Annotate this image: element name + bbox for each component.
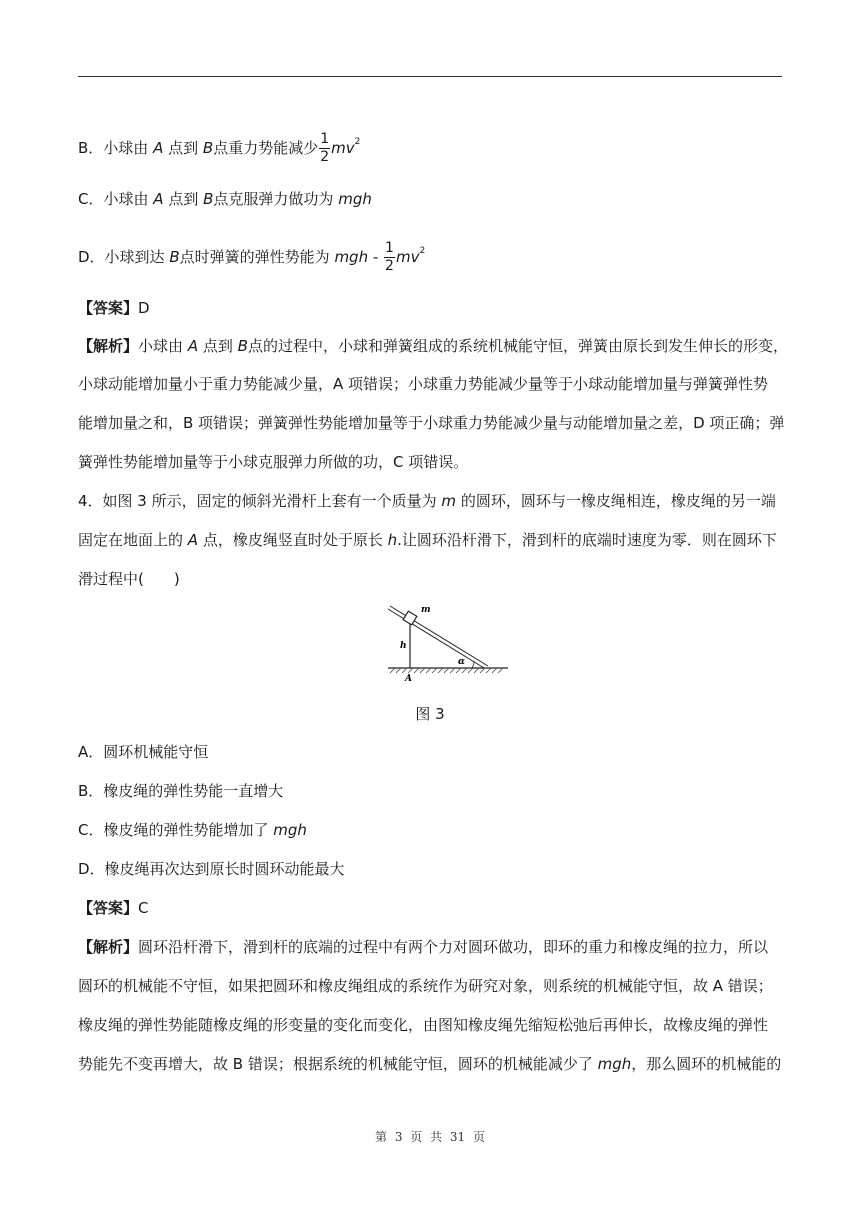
fraction-denominator: 2 bbox=[320, 149, 330, 165]
var-A: A bbox=[187, 337, 199, 355]
text: .让圆环沿杆滑下，滑到杆的底端时速度为零．则在圆环下 bbox=[397, 531, 777, 549]
expr-mv: mv bbox=[331, 139, 355, 157]
question4-line2 bbox=[78, 529, 782, 551]
text: 点，橡皮绳竖直时处于原长 bbox=[202, 531, 383, 549]
option-d-q4: D．橡皮绳再次达到原长时圆环动能最大 bbox=[78, 860, 345, 878]
text: 点时弹簧的弹性势能为 bbox=[179, 248, 330, 266]
analysis-q3-line2: 小球动能增加量小于重力势能减少量，A 项错误；小球重力势能减少量等于小球动能增加量与弹簧弹性势 bbox=[78, 375, 769, 393]
var-B: B bbox=[203, 190, 214, 208]
text: 点的过程中，小球和弹簧组成的系统机械能守恒，弹簧由原长到发生伸长的形变， bbox=[247, 337, 788, 355]
figure-inclined-rod bbox=[380, 600, 510, 685]
text: D．小球到达 bbox=[78, 248, 165, 266]
label-alpha: α bbox=[458, 657, 465, 667]
fraction-numerator: 1 bbox=[320, 131, 330, 147]
analysis-q3-line1 bbox=[78, 335, 788, 357]
answer-q3 bbox=[78, 297, 782, 319]
text: 的圆环，圆环与一橡皮绳相连，橡皮绳的另一端 bbox=[460, 492, 776, 510]
option-c-q3 bbox=[78, 188, 782, 210]
expr-mgh: mgh bbox=[338, 190, 372, 208]
text: 固定在地面上的 bbox=[78, 531, 184, 549]
analysis-q3-line3: 能增加量之和，B 项错误；弹簧弹性势能增加量等于小球重力势能减少量与动能增加量之差，D 项正确；弹 bbox=[78, 414, 785, 432]
text: 势能先不变再增大，故 B 错误；根据系统的机械能守恒，圆环的机械能减少了 bbox=[78, 1055, 593, 1073]
text: 4．如图 3 所示，固定的倾斜光滑杆上套有一个质量为 bbox=[78, 492, 437, 510]
analysis-label: 【解析】 bbox=[78, 337, 139, 355]
label-A: A bbox=[405, 674, 412, 684]
question4-line1 bbox=[78, 490, 782, 512]
var-B: B bbox=[169, 248, 180, 266]
expr-mgh: mgh bbox=[273, 821, 307, 839]
minus-sign: - bbox=[368, 248, 384, 266]
text: C．橡皮绳的弹性势能增加了 bbox=[78, 821, 269, 839]
answer-value: C bbox=[138, 899, 149, 917]
analysis-q4-line2: 圆环的机械能不守恒，如果把圆环和橡皮绳组成的系统作为研究对象，则系统的机械能守恒，故 A 错误； bbox=[78, 977, 773, 995]
var-B: B bbox=[202, 139, 214, 157]
fraction-numerator: 1 bbox=[385, 240, 394, 256]
fraction-denominator: 2 bbox=[385, 258, 394, 274]
analysis-label: 【解析】 bbox=[78, 938, 139, 956]
option-c-q4 bbox=[78, 819, 782, 841]
rod bbox=[388, 609, 484, 668]
option-a-q4: A．圆环机械能守恒 bbox=[78, 743, 209, 761]
question4-line3: 滑过程中( ) bbox=[78, 570, 180, 588]
text: 点重力势能减少 bbox=[213, 139, 319, 157]
answer-value: D bbox=[138, 299, 150, 317]
text: B．小球由 bbox=[78, 139, 149, 157]
option-d-q3 bbox=[78, 240, 782, 275]
text: 圆环沿杆滑下，滑到杆的底端的过程中有两个力对圆环做功，即环的重力和橡皮绳的拉力，所以 bbox=[138, 938, 769, 956]
exponent: 2 bbox=[354, 137, 361, 147]
text: 点到 bbox=[202, 337, 233, 355]
angle-arc bbox=[472, 661, 474, 668]
expr-mgh: mgh bbox=[597, 1055, 632, 1073]
page-footer: 第 3 页 共 31 页 bbox=[375, 1130, 485, 1144]
ring bbox=[403, 611, 417, 625]
exponent: 2 bbox=[419, 246, 426, 256]
var-h: h bbox=[387, 531, 398, 549]
fraction bbox=[384, 240, 395, 275]
text: 小球由 bbox=[138, 337, 184, 355]
text: C．小球由 bbox=[78, 190, 149, 208]
answer-q4 bbox=[78, 897, 782, 919]
text: 点到 bbox=[168, 190, 199, 208]
option-b-q3 bbox=[78, 131, 782, 166]
label-h: h bbox=[400, 641, 407, 651]
analysis-q3-line4: 簧弹性势能增加量等于小球克服弹力所做的功，C 项错误。 bbox=[78, 453, 469, 471]
label-m: m bbox=[421, 605, 431, 615]
analysis-q4-line4 bbox=[78, 1053, 782, 1075]
option-b-q4: B．橡皮绳的弹性势能一直增大 bbox=[78, 782, 284, 800]
expr-mgh: mgh bbox=[334, 248, 369, 266]
text: ，那么圆环的机械能的 bbox=[631, 1055, 782, 1073]
var-A: A bbox=[153, 190, 164, 208]
analysis-q4-line1 bbox=[78, 936, 782, 958]
analysis-q4-line3: 橡皮绳的弹性势能随橡皮绳的形变量的变化而变化，由图知橡皮绳先缩短松弛后再伸长，故橡皮绳的弹性 bbox=[78, 1016, 769, 1034]
var-A: A bbox=[187, 531, 199, 549]
figure-caption: 图 3 bbox=[415, 705, 445, 723]
header-rule bbox=[78, 76, 782, 77]
var-A: A bbox=[153, 139, 164, 157]
var-m: m bbox=[441, 492, 457, 510]
text: 点到 bbox=[168, 139, 199, 157]
fraction bbox=[319, 131, 330, 166]
var-B: B bbox=[237, 337, 248, 355]
rod bbox=[390, 606, 488, 666]
text: 点克服弹力做功为 bbox=[213, 190, 334, 208]
answer-label: 【答案】 bbox=[78, 299, 139, 317]
ground-hatch bbox=[390, 668, 503, 673]
expr-mv: mv bbox=[395, 248, 420, 266]
answer-label: 【答案】 bbox=[78, 899, 139, 917]
